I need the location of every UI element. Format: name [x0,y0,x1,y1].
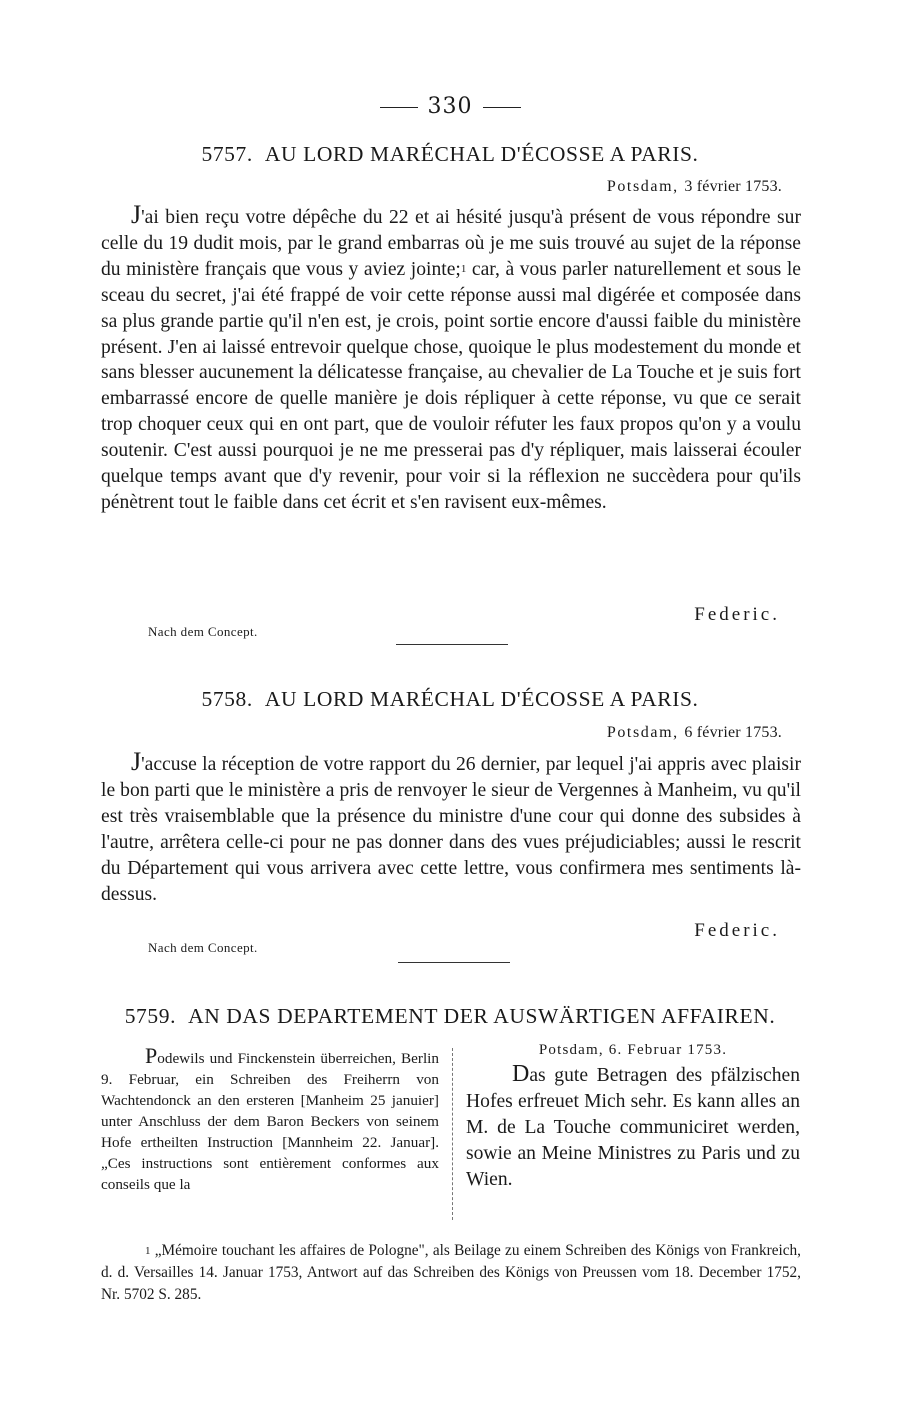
initial-letter: D [512,1061,530,1087]
letter-number: 5758. [201,687,253,711]
letter-dateline-5757 [607,178,782,196]
letter-heading-5758 [0,687,900,712]
letter-date: 3 février 1753. [684,178,782,195]
letter-title: AU LORD MARÉCHAL D'ÉCOSSE A PARIS. [264,687,699,711]
letter-title: AU LORD MARÉCHAL D'ÉCOSSE A PARIS. [264,142,699,166]
letter-title: AN DAS DEPARTEMENT DER AUSWÄRTIGEN AFFAIREN. [188,1004,776,1028]
signature-5758: Federic. [694,920,780,941]
letter-number: 5759. [124,1004,177,1028]
letter-body-5757 [101,202,801,516]
signature-5757: Federic. [694,604,780,625]
letter-heading-5757 [0,142,900,167]
column-divider [452,1048,453,1220]
letter-column [466,1042,800,1193]
summary-text: odewils und Finckenstein überreichen, Berlin 9. Februar, ein Schreiben des Freiherrn von Wachtendonck an den ersteren [Manheim 25 januier] unter Anschluss der dem Baron Beckers von seinem Hofe ertheilten Instruction [Mannheim 22. Januar]. „Ces instructions sont entièrement conformes aux conseils que la [101,1050,439,1193]
letter-dateline-5759: Potsdam, 6. Februar 1753. [538,1042,728,1058]
initial-letter: J [131,200,142,229]
letter-text-part2: car, à vous parler naturellement et sous le sceau du secret, j'ai été frappé de voir cette réponse aussi mal digérée et composée dans sa plus grande partie qu'il n'en est, je crois, point sortie encore d'aussi faible du ministère présent. J'en ai laissé entrevoir quelque chose, quoique le plus modestement du monde et sans blesser aucunement la délicatesse française, au chevalier de La Touche et je suis fort embarrassé encore de quelle manière je dois répliquer à cette réponse, vu que ce serait trop choquer ceux qui en ont part, que de vouloir réfuter les faux propos qu'on y a voulu soutenir. C'est aussi pourquoi je ne me presserai pas d'y répliquer, mais laisserai écouler quelque temps avant que d'y revenir, pour voir si la réflexion ne succèdera pour qu'ils pénètrent tout le faible dans cet écrit et s'en ravisent eux-mêmes. [101,258,801,513]
letter-text: 'accuse la réception de votre rapport du 26 dernier, par lequel j'ai appris avec plaisir le bon parti que le ministère a pris de renvoyer le sieur de Vergennes à Manheim, vu qu'il est très vraisemblable que la présence du ministre d'une cour qui donne des subsides à l'autre, arrêtera celle-ci pour ne pas donner dans des vues préjudiciables; aussi le rescrit du Département qui vous arrivera avec cette lettre, vous confirmera mes sentiments là-dessus. [101,754,801,905]
letter-number: 5757. [201,142,253,166]
initial-letter: J [131,747,142,776]
letter-heading-5759 [0,1004,900,1029]
page-number-dash-left [380,107,418,108]
page-number-text: 330 [427,94,473,119]
section-divider [398,962,510,963]
summary-column [101,1045,439,1195]
source-note-5758: Nach dem Concept. [148,940,258,955]
letter-text-part1: 'ai bien reçu votre dépêche du 22 et ai hésité jusqu'à présent de vous répondre sur celle du 19 dudit mois, par le grand embarras où je me suis trouvé au sujet de la réponse du ministère français que vous y aviez jointe; [101,207,801,280]
footnote-number: 1 [145,1245,151,1257]
letter-text: as gute Betragen des pfälzischen Hofes erfreuet Mich sehr. Es kann alles an M. de La Touche communiciret werden, sowie an Meine Ministres zu Paris und zu Wien. [466,1065,800,1190]
section-divider [396,644,508,645]
initial-letter: P [145,1043,158,1068]
letter-place: Potsdam, [606,724,679,741]
letter-dateline-5758 [607,724,782,742]
page-number [0,94,900,119]
footnote [101,1240,801,1306]
footnote-reference: 1 [460,262,467,275]
letter-date: 6 février 1753. [684,724,782,741]
page-number-dash-right [483,107,521,108]
source-note-5757: Nach dem Concept. [148,624,258,639]
letter-body-5758 [101,749,801,907]
letter-body-5759 [466,1061,800,1193]
letter-place: Potsdam, [606,178,679,195]
footnote-text: „Mémoire touchant les affaires de Pologne", als Beilage zu einem Schreiben des Königs von Frankreich, d. d. Versailles 14. Januar 1753, Antwort auf das Schreiben des Königs von Preussen vom 18. December 1752, Nr. 5702 S. 285. [101,1242,801,1303]
